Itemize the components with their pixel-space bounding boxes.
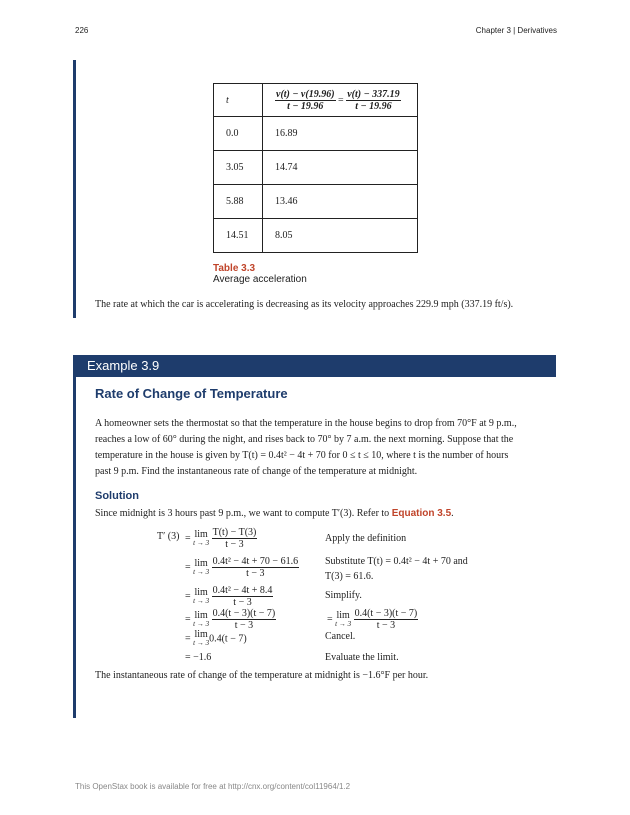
table-row [214,151,418,185]
conclusion: The instantaneous rate of change of the temperature at midnight is −1.6°F per hour. [95,670,429,681]
page-number: 226 [75,26,89,35]
example-banner: Example 3.9 [73,355,556,377]
table-cell-t: 5.88 [214,185,263,219]
table-cell-value: 16.89 [263,117,418,151]
derivation-step-1: = lim t → 3 $\frac{T(t) - T(3)}{t - 3}$ [185,527,257,550]
chapter-header: Chapter 3 | Derivatives [475,26,557,35]
table-row [214,117,418,151]
table-caption-label: Table 3.3 [213,263,256,274]
table-cell-value: 8.05 [263,219,418,253]
header-fraction-left: $\frac{v(t) - v(19.96)}{t - 19.96}$ [276,88,335,112]
table-header-t: t [214,84,263,117]
step-4-note: = lim t → 3 $\frac{0.4(t - 3)(t - 7)}{t - 3}$ [327,608,418,631]
derivation-step-2: = lim t → 3 $\frac{\text{0.4t² − 4t + 70 − 61.6}}{t - 3}$ [185,556,299,579]
table-cell-value: 13.46 [263,185,418,219]
header-equals: = [338,94,344,106]
table-cell-t: 3.05 [214,151,263,185]
table-header-formula [263,84,418,117]
table-header-row [214,84,418,117]
derivation-step-6: = −1.6 [185,652,212,663]
example-problem [95,416,545,480]
sidebar-accent-bottom [73,377,76,718]
solution-heading: Solution [95,490,139,502]
table-row [214,185,418,219]
problem-line: A homeowner sets the thermostat so that the temperature in the house begins to drop from 70°F at 9 p.m., [95,418,517,429]
problem-line: temperature in the house is given by T(t) = 0.4t² − 4t + 70 for 0 ≤ t ≤ 10, where t is the number of hours [95,450,509,461]
table-cell-value: 14.74 [263,151,418,185]
problem-line: reaches a low of 60° during the night, and rises back to 70° by 7 a.m. the next morning. Suppose that the [95,434,514,445]
table-caption-text: Average acceleration [213,274,307,285]
derivation-step-5: = lim t → 3 0.4(t − 7) [185,629,247,647]
average-acceleration-table [213,83,418,253]
problem-line: past 9 p.m. Find the instantaneous rate of change of the temperature at midnight. [95,466,418,477]
rate-paragraph: The rate at which the car is accelerating is decreasing as its velocity approaches 229.9 mph (337.19 ft/s). [95,299,514,310]
table-cell-t: 0.0 [214,117,263,151]
solution-intro: Since midnight is 3 hours past 9 p.m., we want to compute T′(3). Refer to Equation 3.5. [95,508,454,519]
table-row [214,219,418,253]
derivation-step-4: = lim t → 3 $\frac{0.4(t - 3)(t - 7)}{t - 3}$ [185,608,276,631]
header-fraction-right: $\frac{v(t) - 337.19}{t - 19.96}$ [347,88,400,112]
step-5-note: Cancel. [325,631,356,642]
step-2-note: Substitute T(t) = 0.4t² − 4t + 70 and T(3) = 61.6. [325,556,468,582]
step-1-note: Apply the definition [325,533,407,544]
equation-reference-link[interactable]: Equation 3.5 [391,508,452,519]
derivation-step-3: = lim t → 3 $\frac{\text{0.4t² − 4t + 8.4}}{t - 3}$ [185,585,273,608]
table-caption [213,263,307,285]
step-3-note: Simplify. [325,590,362,601]
step-6-note: Evaluate the limit. [325,652,399,663]
sidebar-accent-top [73,60,76,318]
derivation-lhs: T′ (3) [157,531,180,542]
example-title: Rate of Change of Temperature [95,386,288,401]
footer-note: This OpenStax book is available for free at http://cnx.org/content/col11964/1.2 [75,782,351,791]
table-cell-t: 14.51 [214,219,263,253]
